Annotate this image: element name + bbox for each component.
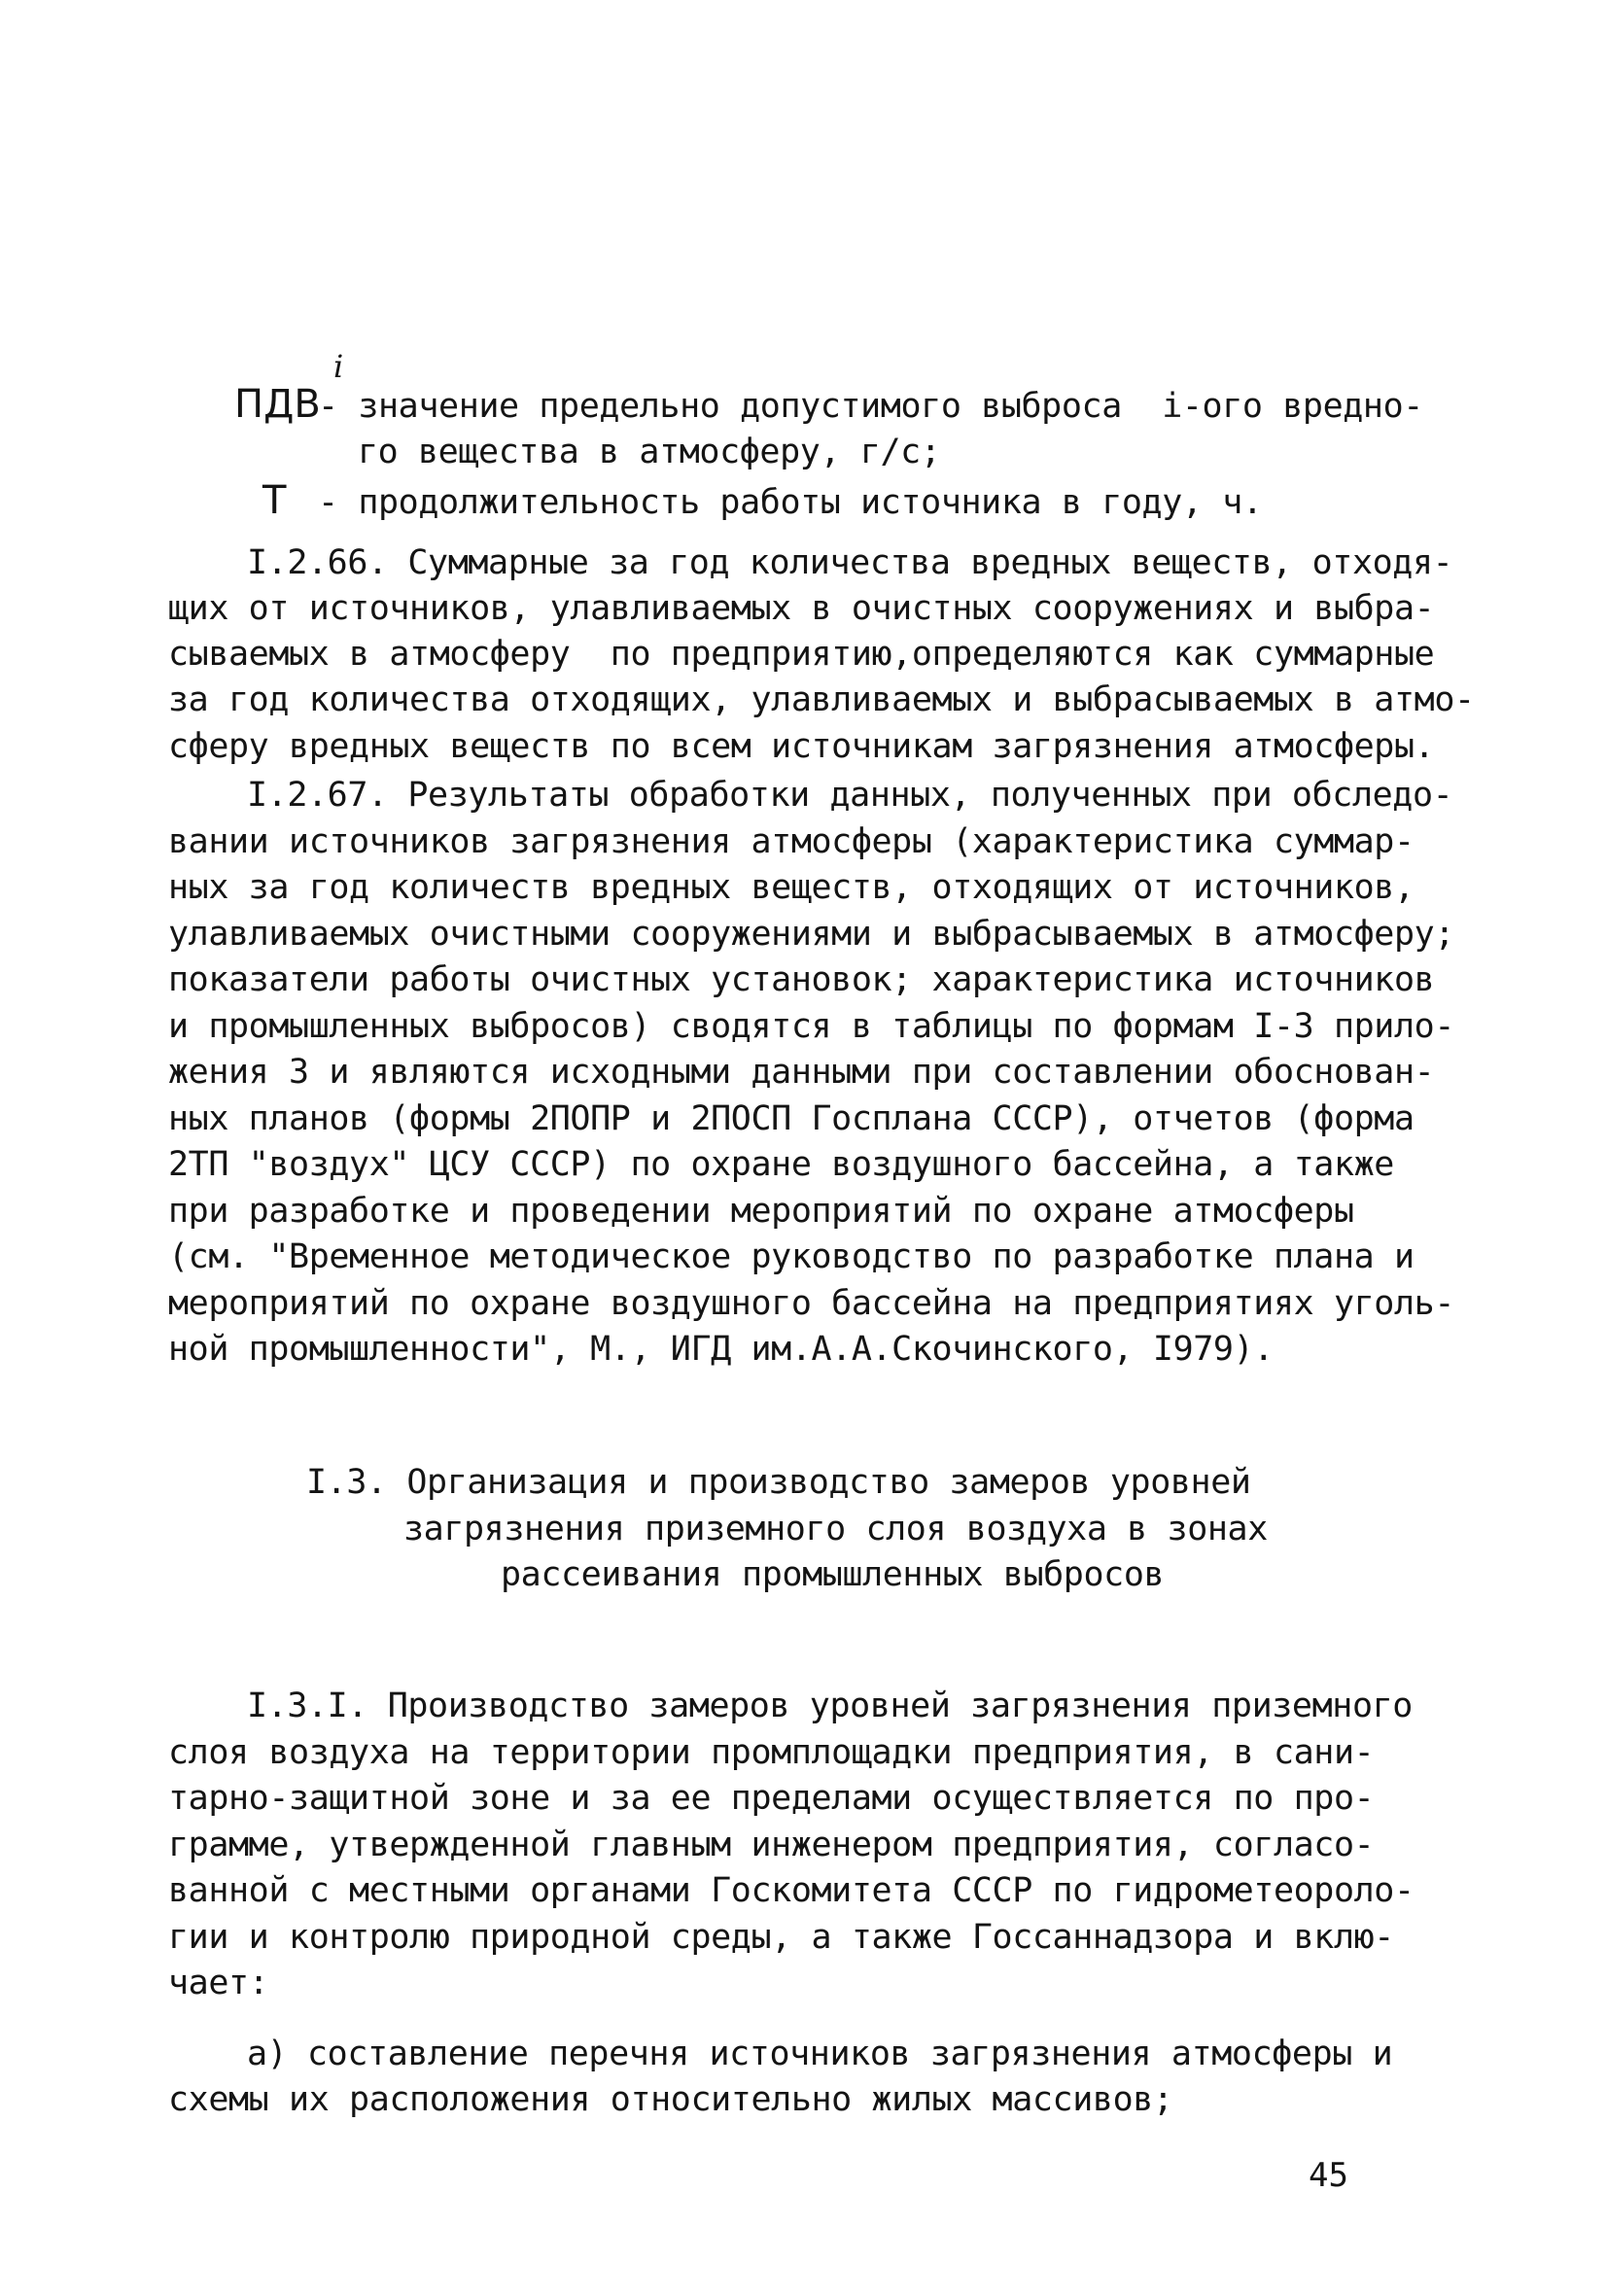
para-1-2-66-line: сферу вредных веществ по всем источникам загрязнения атмосферы. [168, 727, 1435, 766]
para-1-3-1-line: чает: [168, 1964, 269, 2002]
para-1-3-1-line: I.3.I. Производство замеров уровней загрязнения приземного [247, 1687, 1413, 1725]
para-1-3-1-line: слоя воздуха на территории промплощадки предприятия, в сани- [168, 1733, 1375, 1772]
para-1-2-67-line: ных за год количеств вредных веществ, отходящих от источников, [168, 868, 1415, 907]
para-1-3-1-line: гии и контролю природной среды, а также Госсаннадзора и вклю- [168, 1918, 1394, 1957]
section-heading-line: I.3. Организация и производство замеров уровней [306, 1463, 1251, 1502]
para-1-2-67-line: и промышленных выбросов) сводятся в таблицы по формам I-3 прило- [168, 1007, 1454, 1046]
pdv-definition-line-1: - значение предельно допустимого выброса i-ого вредно- [318, 387, 1423, 426]
pdv-definition-line-2: го вещества в атмосферу, г/с; [358, 433, 941, 471]
list-item-a-line: схемы их расположения относительно жилых массивов; [168, 2080, 1173, 2119]
pdv-superscript: i [333, 348, 344, 385]
para-1-2-67-line: ных планов (формы 2ПОПР и 2ПОСП Госплана СССР), отчетов (форма [168, 1099, 1415, 1138]
para-1-2-67-line: вании источников загрязнения атмосферы (характеристика суммар- [168, 822, 1415, 861]
section-heading-line: рассеивания промышленных выбросов [501, 1555, 1165, 1594]
t-symbol: Т [262, 478, 287, 523]
para-1-2-66-line: за год количества отходящих, улавливаемых и выбрасываемых в атмо- [168, 680, 1475, 719]
para-1-2-67-line: ной промышленности", М., ИГД им.А.А.Скочинского, I979). [168, 1330, 1274, 1369]
para-1-3-1-line: тарно-защитной зоне и за ее пределами осуществляется по про- [168, 1779, 1375, 1818]
para-1-2-66-line: сываемых в атмосферу по предприятию,определяются как суммарные [168, 635, 1435, 674]
para-1-2-66-line: щих от источников, улавливаемых в очистных сооружениях и выбра- [168, 589, 1435, 628]
para-1-3-1-line: грамме, утвержденной главным инженером предприятия, согласо- [168, 1826, 1375, 1864]
para-1-2-67-line: показатели работы очистных установок; характеристика источников [168, 960, 1435, 999]
para-1-2-67-line: жения 3 и являются исходными данными при составлении обоснован- [168, 1053, 1435, 1092]
para-1-2-67-line: 2ТП "воздух" ЦСУ СССР) по охране воздушного бассейна, а также [168, 1145, 1394, 1184]
para-1-2-67-line: (см. "Временное методическое руководство по разработке плана и [168, 1237, 1415, 1276]
section-heading-line: загрязнения приземного слоя воздуха в зонах [403, 1510, 1268, 1548]
para-1-2-67-line: при разработке и проведении мероприятий по охране атмосферы [168, 1192, 1354, 1231]
list-item-a-line: а) составление перечня источников загрязнения атмосферы и [247, 2035, 1393, 2073]
pdv-symbol: ПДВ [234, 382, 321, 427]
para-1-3-1-line: ванной с местными органами Госкомитета СССР по гидрометеороло- [168, 1871, 1415, 1910]
page-number: 45 [1309, 2156, 1348, 2195]
para-1-2-66-line: I.2.66. Суммарные за год количества вредных веществ, отходя- [247, 543, 1453, 582]
t-definition-line: - продолжительность работы источника в году, ч. [318, 483, 1263, 522]
para-1-2-67-line: улавливаемых очистными сооружениями и выбрасываемых в атмосферу; [168, 915, 1454, 954]
para-1-2-67-line: I.2.67. Результаты обработки данных, полученных при обследо- [247, 776, 1453, 815]
para-1-2-67-line: мероприятий по охране воздушного бассейна на предприятиях уголь- [168, 1284, 1454, 1323]
